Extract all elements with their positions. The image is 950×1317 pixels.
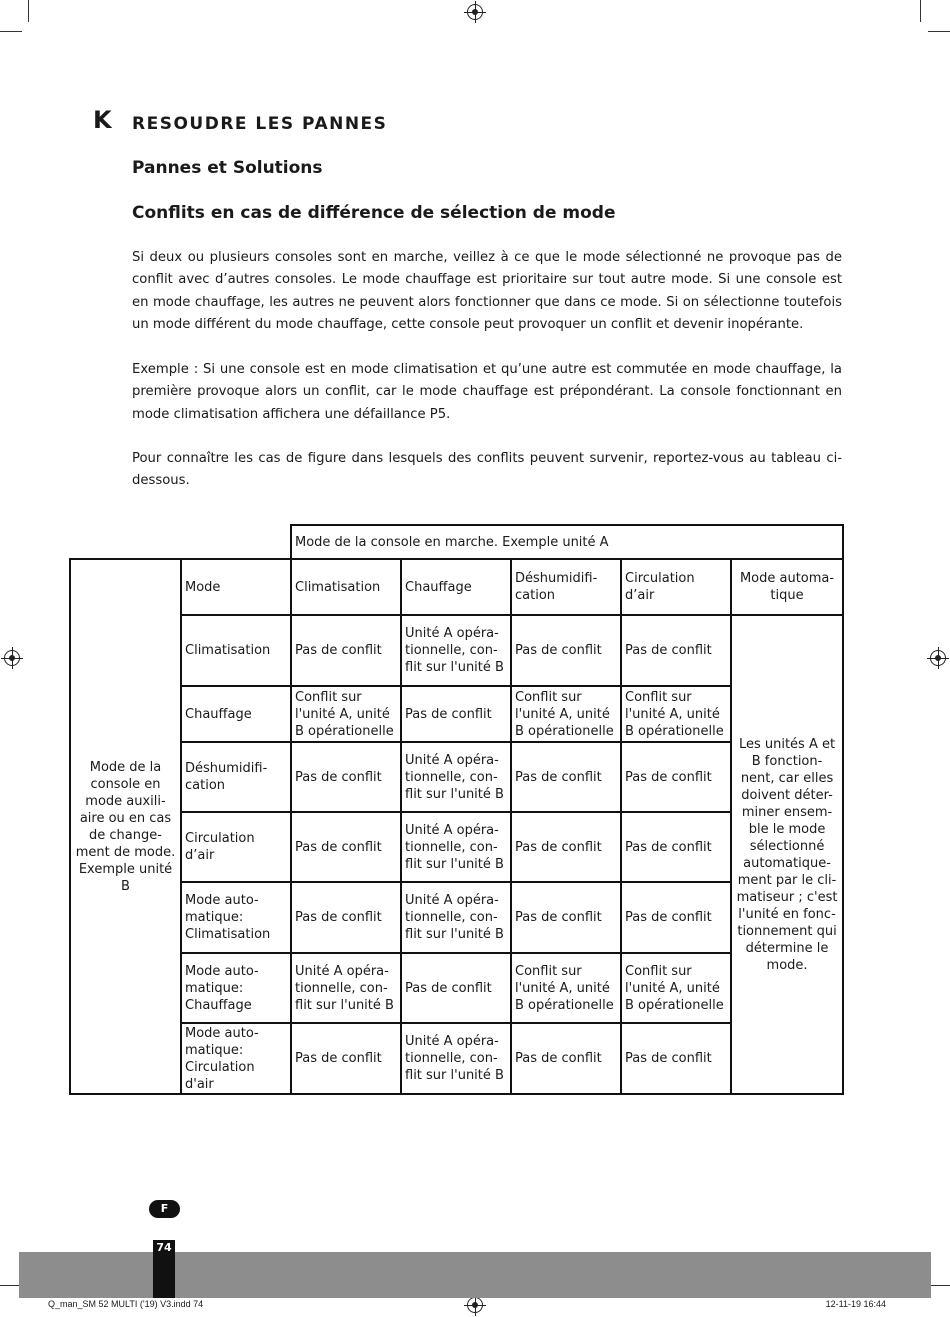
- column-header: Déshumidifi-cation: [511, 559, 621, 615]
- row-mode: Circulation d’air: [181, 812, 291, 882]
- table-cell: Pas de conflit: [621, 812, 731, 882]
- table-cell: Pas de conflit: [291, 812, 401, 882]
- table-cell: Pas de conflit: [511, 615, 621, 686]
- table-cell: Pas de conflit: [621, 882, 731, 953]
- table-cell: Conflit sur l'unité A, unité B opérationelle: [621, 686, 731, 742]
- row-mode: Mode auto-matique: Chauffage: [181, 953, 291, 1023]
- row-mode: Climatisation: [181, 615, 291, 686]
- table-cell: Pas de conflit: [621, 742, 731, 812]
- subtitle: Pannes et Solutions: [132, 158, 323, 178]
- table-cell: Pas de conflit: [291, 742, 401, 812]
- crop-mark: [28, 0, 29, 22]
- mode-header: Mode: [181, 559, 291, 615]
- registration-mark-icon: [4, 650, 20, 666]
- heading: Conflits en cas de différence de sélection de mode: [132, 203, 616, 223]
- top-header: Mode de la console en marche. Exemple unité A: [291, 525, 843, 559]
- table-cell: Unité A opéra-tionnelle, con-flit sur l'unité B: [401, 812, 511, 882]
- column-header: Circulation d’air: [621, 559, 731, 615]
- page-number: 74: [153, 1240, 175, 1298]
- section-title: RESOUDRE LES PANNES: [132, 114, 388, 134]
- row-mode: Mode auto-matique: Climatisation: [181, 882, 291, 953]
- table-cell: Unité A opéra-tionnelle, con-flit sur l'unité B: [291, 953, 401, 1023]
- table-cell: Pas de conflit: [511, 882, 621, 953]
- paragraph: Pour connaître les cas de figure dans lesquels des conflits peuvent survenir, reportez-vous au tableau ci-dessous.: [132, 451, 842, 489]
- section-letter: K: [93, 106, 112, 134]
- table-cell: Unité A opéra-tionnelle, con-flit sur l'unité B: [401, 882, 511, 953]
- table-cell: Pas de conflit: [291, 615, 401, 686]
- slug-timestamp: 12-11-19 16:44: [825, 1299, 886, 1309]
- table-cell: Pas de conflit: [621, 1023, 731, 1094]
- table-cell: Unité A opéra-tionnelle, con-flit sur l'unité B: [401, 615, 511, 686]
- crop-mark: [928, 1285, 950, 1286]
- table-cell: Pas de conflit: [401, 953, 511, 1023]
- language-badge: F: [149, 1200, 180, 1218]
- row-mode: Mode auto-matique: Circulation d'air: [181, 1023, 291, 1094]
- row-mode: Chauffage: [181, 686, 291, 742]
- registration-mark-icon: [930, 650, 946, 666]
- table-cell: Conflit sur l'unité A, unité B opérationelle: [511, 953, 621, 1023]
- table-cell: Pas de conflit: [621, 615, 731, 686]
- table-cell: Pas de conflit: [291, 882, 401, 953]
- table-cell: Unité A opéra-tionnelle, con-flit sur l'unité B: [401, 1023, 511, 1094]
- column-header: Mode automa-tique: [731, 559, 843, 615]
- conflict-table: [69, 524, 844, 1095]
- registration-mark-icon: [467, 4, 483, 20]
- table-cell: Conflit sur l'unité A, unité B opérationelle: [621, 953, 731, 1023]
- row-mode: Déshumidifi-cation: [181, 742, 291, 812]
- registration-mark-icon: [467, 1297, 483, 1313]
- table-cell: Unité A opéra-tionnelle, con-flit sur l'unité B: [401, 742, 511, 812]
- table-cell: Pas de conflit: [291, 1023, 401, 1094]
- table-cell: Pas de conflit: [401, 686, 511, 742]
- crop-mark: [928, 31, 950, 32]
- table-cell: Pas de conflit: [511, 742, 621, 812]
- paragraph: Exemple : Si une console est en mode climatisation et qu’une autre est commutée en mode chauffage, la première provoque alors un conflit, car le mode chauffage est prépondérant. La console fonctionnant en mode climatisation affichera une défaillance P5.: [132, 362, 842, 422]
- column-header: Climatisation: [291, 559, 401, 615]
- column-header: Chauffage: [401, 559, 511, 615]
- table-cell: Pas de conflit: [511, 812, 621, 882]
- row-group-label: Mode de la console en mode auxili-aire ou en cas de change-ment de mode. Exemple unité B: [70, 559, 181, 1094]
- crop-mark: [920, 0, 921, 22]
- table-cell: Conflit sur l'unité A, unité B opérationelle: [511, 686, 621, 742]
- slug-filename: Q_man_SM 52 MULTI ('19) V3.indd 74: [48, 1299, 204, 1309]
- crop-mark: [0, 31, 22, 32]
- auto-mode-note: Les unités A et B fonction-nent, car elles doivent déter-miner ensem-ble le mode sélectionné automatique-ment par le cli-matiseur ; c'est l'unité en fonc-tionnement qui détermine le mode.: [731, 615, 843, 1094]
- table-cell: Pas de conflit: [511, 1023, 621, 1094]
- paragraph: Si deux ou plusieurs consoles sont en marche, veillez à ce que le mode sélectionné ne provoque pas de conflit avec d’autres consoles. Le mode chauffage est prioritaire sur tout autre mode. Si une console est en mode chauffage, les autres ne peuvent alors fonctionner que dans ce mode. Si on sélectionne toutefois un mode différent du mode chauffage, cette console peut provoquer un conflit et devenir inopérante.: [132, 250, 842, 332]
- table-cell: Conflit sur l'unité A, unité B opérationelle: [291, 686, 401, 742]
- empty-corner: [70, 525, 291, 559]
